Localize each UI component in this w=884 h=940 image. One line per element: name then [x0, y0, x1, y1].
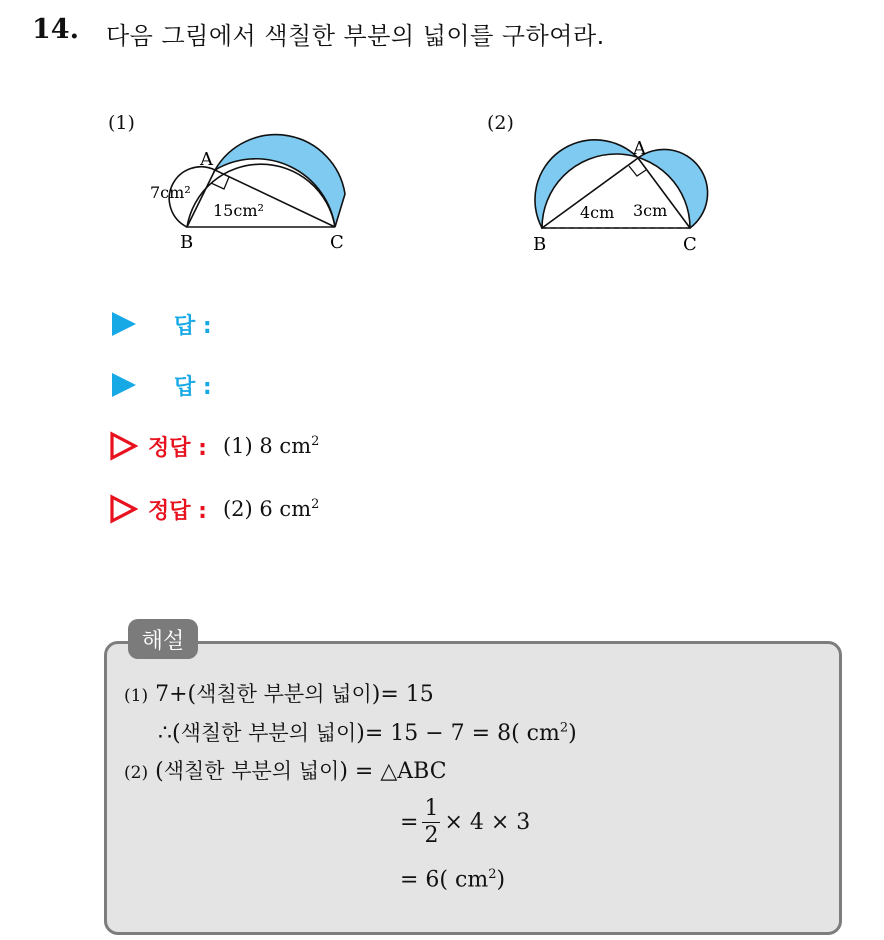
- correct-answer-value: (2) 6 $cm^2$: [222, 497, 320, 521]
- figure-2-point-a: A: [633, 138, 646, 159]
- figure-1-area-triangle: 15cm²: [213, 201, 264, 220]
- explanation-line-5: = 6( $cm^2$): [400, 867, 506, 893]
- play-triangle-icon: [112, 373, 136, 397]
- figure-2-point-c: C: [683, 234, 697, 255]
- figure-1-right-angle: [211, 177, 229, 189]
- correct-answer-2: [108, 491, 319, 527]
- play-triangle-icon: [112, 312, 136, 336]
- figure-1-area-small: 7cm²: [150, 183, 191, 202]
- answer-blank-2: [108, 367, 212, 403]
- explanation-tab: 해설: [128, 619, 198, 659]
- figure-1-point-a: A: [200, 149, 213, 170]
- figure-1-label: (1): [108, 112, 135, 134]
- question-text: 다음 그림에서 색칠한 부분의 넓이를 구하여라.: [106, 22, 605, 50]
- explanation-line-1: (1) 7+(색칠한 부분의 넓이)= 15: [124, 682, 434, 707]
- outline-triangle-icon: [108, 431, 138, 461]
- answer-blank-label: 답 :: [174, 313, 212, 339]
- correct-answer-1: [108, 428, 319, 464]
- figure-2-diagram: [520, 110, 720, 260]
- correct-answer-label: 정답 :: [148, 498, 207, 524]
- figure-1-point-c: C: [330, 232, 344, 253]
- figure-1-point-b: B: [180, 232, 194, 253]
- answer-blank-1: [108, 306, 212, 342]
- fraction-one-half: $\frac{1}{2}$: [424, 796, 439, 848]
- figure-2-side-ac: 3cm: [633, 201, 668, 220]
- answer-blank-label: 답 :: [174, 374, 212, 400]
- explanation-line-2: ∴(색칠한 부분의 넓이)= 15 − 7 = 8( $cm^2$): [158, 720, 577, 746]
- figure-2-point-b: B: [533, 234, 547, 255]
- figure-2-side-ab: 4cm: [580, 203, 615, 222]
- correct-answer-label: 정답 :: [148, 435, 207, 461]
- explanation-line-4: = $\frac{1}{2}$ × 4 × 3: [400, 796, 531, 848]
- question-number: 14.: [32, 14, 79, 45]
- correct-answer-value: (1) 8 $cm^2$: [222, 434, 320, 458]
- outline-triangle-icon: [108, 494, 138, 524]
- explanation-line-3: (2) (색칠한 부분의 넓이) = △ABC: [124, 759, 447, 784]
- figure-1-diagram: [140, 110, 370, 260]
- figure-2-label: (2): [487, 112, 514, 134]
